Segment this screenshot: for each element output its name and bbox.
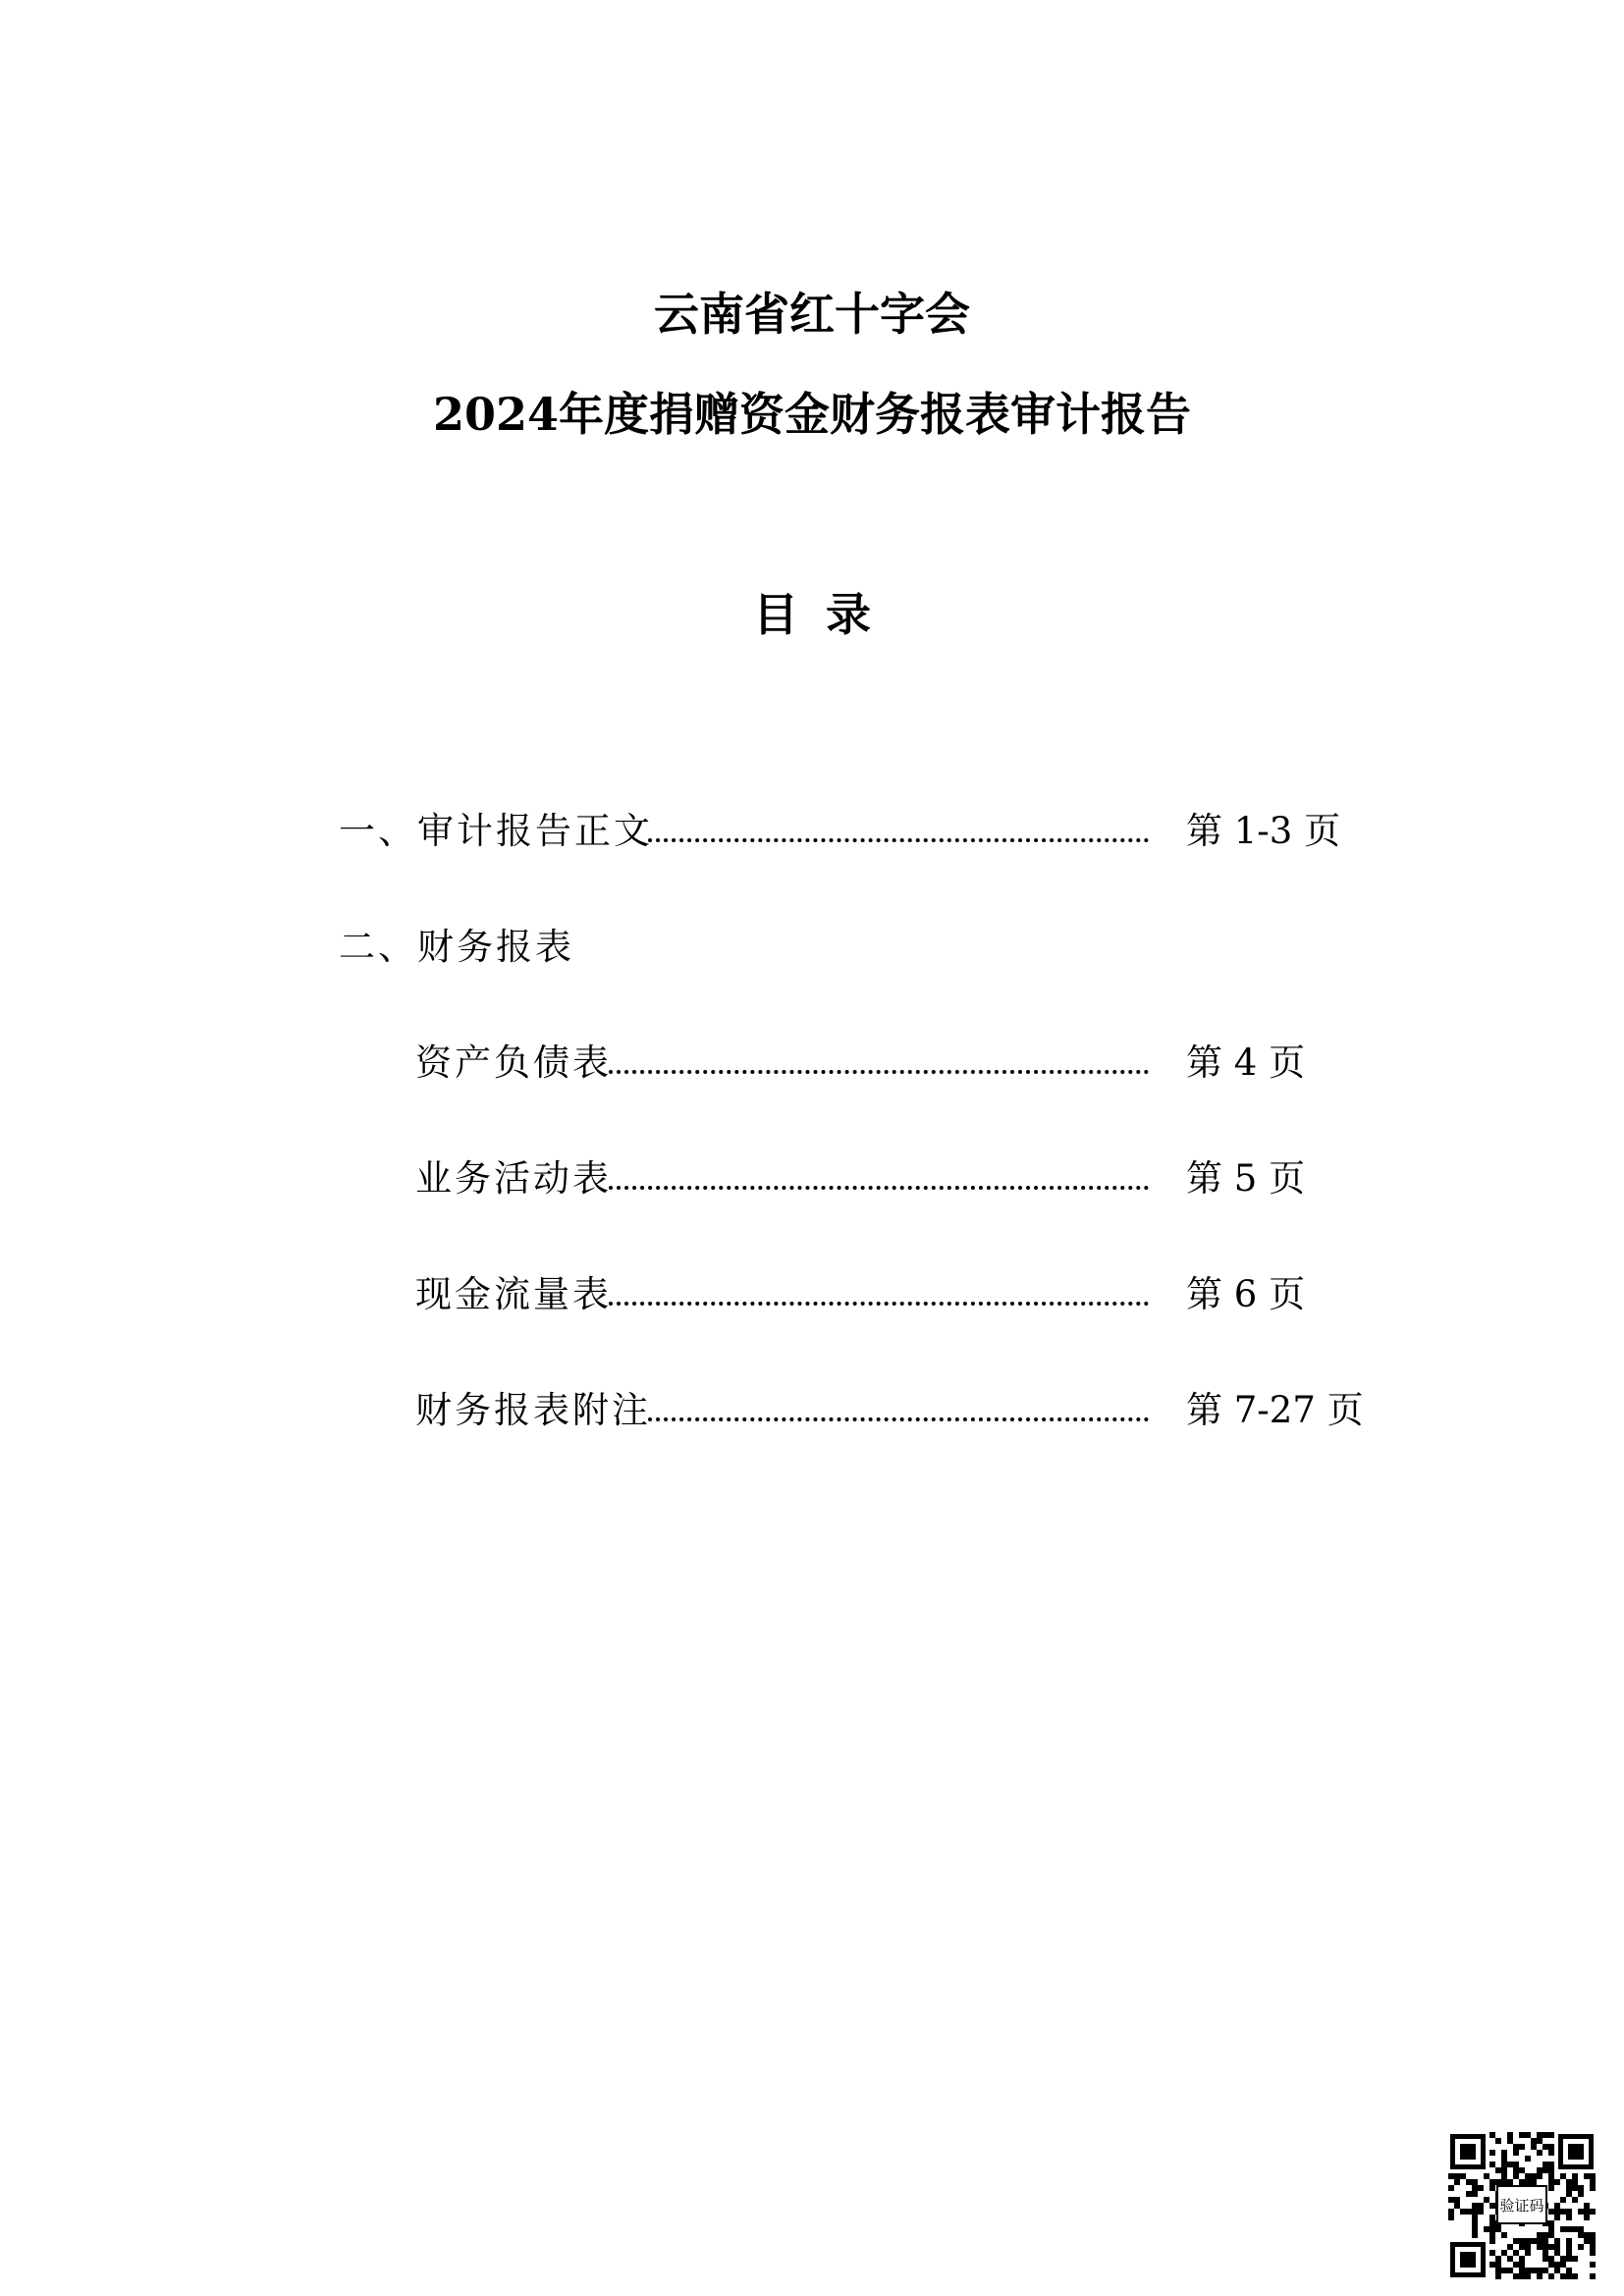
toc-item-label: 一、审计报告正文 xyxy=(339,810,653,852)
qr-module xyxy=(1548,2144,1554,2150)
qr-module xyxy=(1519,2144,1525,2150)
qr-module xyxy=(1525,2173,1531,2179)
qr-module xyxy=(1537,2244,1543,2250)
qr-module xyxy=(1484,2173,1489,2179)
qr-module xyxy=(1454,2197,1460,2203)
qr-module xyxy=(1590,2179,1596,2185)
qr-module xyxy=(1572,2273,1578,2279)
qr-module xyxy=(1489,2150,1495,2156)
qr-module xyxy=(1454,2179,1460,2185)
qr-module xyxy=(1566,2179,1572,2185)
document-title-report: 2024年度捐赠资金财务报表审计报告 xyxy=(432,388,1192,441)
qr-module xyxy=(1560,2256,1566,2262)
qr-module xyxy=(1513,2167,1519,2173)
qr-module xyxy=(1566,2250,1572,2256)
qr-module xyxy=(1548,2173,1554,2179)
qr-module xyxy=(1566,2215,1572,2220)
qr-module xyxy=(1537,2232,1543,2238)
qr-module xyxy=(1501,2162,1507,2167)
qr-module xyxy=(1519,2273,1525,2279)
qr-module xyxy=(1590,2232,1596,2238)
qr-module xyxy=(1507,2179,1513,2185)
qr-module xyxy=(1519,2132,1525,2138)
qr-module xyxy=(1572,2197,1578,2203)
qr-module xyxy=(1537,2173,1543,2179)
qr-module xyxy=(1548,2273,1554,2279)
qr-module xyxy=(1543,2132,1548,2138)
qr-module xyxy=(1489,2238,1495,2244)
qr-module xyxy=(1537,2273,1543,2279)
qr-module xyxy=(1566,2273,1572,2279)
qr-module xyxy=(1537,2268,1543,2273)
qr-module xyxy=(1590,2262,1596,2268)
qr-module xyxy=(1560,2173,1566,2179)
qr-module xyxy=(1525,2250,1531,2256)
qr-module xyxy=(1501,2167,1507,2173)
qr-module xyxy=(1548,2220,1554,2226)
qr-module xyxy=(1489,2185,1495,2191)
qr-module xyxy=(1501,2150,1507,2156)
toc-item-label: 资产负债表 xyxy=(415,1041,612,1084)
qr-code-graphic xyxy=(1448,2132,1596,2279)
qr-module xyxy=(1578,2191,1584,2197)
qr-module xyxy=(1584,2209,1590,2215)
qr-module xyxy=(1448,2215,1454,2220)
qr-module xyxy=(1548,2226,1554,2232)
qr-module xyxy=(1489,2203,1495,2209)
qr-module xyxy=(1548,2256,1554,2262)
qr-module xyxy=(1513,2150,1519,2156)
qr-module xyxy=(1578,2226,1584,2232)
qr-module xyxy=(1489,2220,1495,2226)
toc-heading xyxy=(0,585,1624,644)
qr-module xyxy=(1525,2179,1531,2185)
qr-module xyxy=(1489,2215,1495,2220)
qr-module xyxy=(1525,2268,1531,2273)
qr-module xyxy=(1513,2238,1519,2244)
qr-module xyxy=(1554,2179,1560,2185)
qr-module xyxy=(1513,2262,1519,2268)
qr-module xyxy=(1531,2173,1537,2179)
qr-module xyxy=(1448,2173,1454,2179)
qr-module xyxy=(1554,2215,1560,2220)
toc-dot-leader xyxy=(609,1256,1149,1306)
qr-module xyxy=(1537,2238,1543,2244)
qr-module xyxy=(1554,2262,1560,2268)
qr-module xyxy=(1543,2144,1548,2150)
toc-item-page: 第 7-27 页 xyxy=(1186,1389,1364,1431)
qr-module xyxy=(1566,2185,1572,2191)
toc-item-label: 二、财务报表 xyxy=(339,926,574,968)
qr-module xyxy=(1537,2132,1543,2138)
qr-module xyxy=(1495,2138,1501,2144)
qr-module xyxy=(1566,2256,1572,2262)
qr-module xyxy=(1543,2167,1548,2173)
qr-module xyxy=(1548,2209,1554,2215)
qr-module xyxy=(1484,2197,1489,2203)
qr-module xyxy=(1448,2185,1454,2191)
qr-module xyxy=(1548,2262,1554,2268)
qr-module xyxy=(1501,2232,1507,2238)
qr-module xyxy=(1519,2262,1525,2268)
qr-module xyxy=(1531,2144,1537,2150)
qr-module xyxy=(1495,2262,1501,2268)
qr-module xyxy=(1466,2191,1472,2197)
qr-module xyxy=(1495,2226,1501,2232)
qr-module xyxy=(1560,2262,1566,2268)
qr-module xyxy=(1489,2179,1495,2185)
qr-module xyxy=(1543,2232,1548,2238)
qr-module xyxy=(1554,2238,1560,2244)
toc-item-label: 业务活动表 xyxy=(415,1157,612,1200)
qr-module xyxy=(1584,2203,1590,2209)
toc-item-page: 第 5 页 xyxy=(1186,1157,1306,1200)
toc-item-page: 第 4 页 xyxy=(1186,1041,1306,1084)
qr-module xyxy=(1472,2209,1478,2215)
qr-module xyxy=(1572,2173,1578,2179)
qr-module xyxy=(1466,2209,1472,2215)
qr-module xyxy=(1590,2238,1596,2244)
qr-module xyxy=(1590,2244,1596,2250)
qr-module xyxy=(1478,2185,1484,2191)
qr-module xyxy=(1537,2138,1543,2144)
qr-module xyxy=(1454,2203,1460,2209)
qr-code-icon xyxy=(1448,2132,1596,2279)
qr-module xyxy=(1525,2238,1531,2244)
qr-module xyxy=(1554,2209,1560,2215)
qr-module xyxy=(1566,2191,1572,2197)
qr-module xyxy=(1501,2250,1507,2256)
qr-module xyxy=(1501,2268,1507,2273)
qr-module xyxy=(1578,2185,1584,2191)
qr-module xyxy=(1543,2268,1548,2273)
qr-module xyxy=(1489,2226,1495,2232)
toc-dot-leader xyxy=(648,1372,1149,1421)
qr-module xyxy=(1584,2232,1590,2238)
qr-module xyxy=(1543,2238,1548,2244)
qr-module xyxy=(1531,2179,1537,2185)
toc-item-page: 第 1-3 页 xyxy=(1186,810,1341,852)
qr-module xyxy=(1507,2244,1513,2250)
qr-module xyxy=(1489,2162,1495,2167)
qr-module xyxy=(1572,2185,1578,2191)
qr-module xyxy=(1531,2268,1537,2273)
qr-module xyxy=(1578,2209,1584,2215)
qr-module xyxy=(1554,2203,1560,2209)
qr-module xyxy=(1543,2256,1548,2262)
toc-dot-leader xyxy=(609,1141,1149,1190)
qr-module xyxy=(1448,2197,1454,2203)
qr-module xyxy=(1525,2156,1531,2162)
qr-module xyxy=(1460,2209,1466,2215)
qr-module xyxy=(1554,2250,1560,2256)
qr-module xyxy=(1548,2179,1554,2185)
qr-module xyxy=(1489,2232,1495,2238)
qr-module xyxy=(1478,2209,1484,2215)
qr-module xyxy=(1548,2185,1554,2191)
qr-module xyxy=(1495,2268,1501,2273)
qr-module xyxy=(1519,2256,1525,2262)
qr-module xyxy=(1472,2203,1478,2209)
qr-module xyxy=(1495,2179,1501,2185)
qr-module xyxy=(1548,2150,1554,2156)
document-title-organization: 云南省红十字会 xyxy=(654,288,970,341)
toc-heading-char-1: 目 xyxy=(753,588,798,641)
qr-module xyxy=(1495,2256,1501,2262)
qr-module xyxy=(1484,2226,1489,2232)
qr-module xyxy=(1513,2273,1519,2279)
qr-module xyxy=(1584,2215,1590,2220)
qr-module xyxy=(1560,2226,1566,2232)
qr-module xyxy=(1543,2162,1548,2167)
qr-module xyxy=(1548,2244,1554,2250)
qr-module xyxy=(1525,2273,1531,2279)
qr-module xyxy=(1548,2132,1554,2138)
qr-module xyxy=(1507,2138,1513,2144)
toc-item-label: 现金流量表 xyxy=(415,1273,612,1315)
qr-module xyxy=(1501,2179,1507,2185)
toc-item-label: 财务报表附注 xyxy=(415,1389,651,1431)
qr-module xyxy=(1537,2150,1543,2156)
toc-item-page: 第 6 页 xyxy=(1186,1273,1306,1315)
qr-module xyxy=(1519,2167,1525,2173)
qr-module xyxy=(1578,2232,1584,2238)
qr-module xyxy=(1548,2162,1554,2167)
qr-module xyxy=(1472,2179,1478,2185)
qr-code-label: 验证码 xyxy=(1499,2197,1544,2215)
qr-module xyxy=(1548,2167,1554,2173)
qr-module xyxy=(1525,2244,1531,2250)
qr-module xyxy=(1543,2250,1548,2256)
qr-module xyxy=(1590,2250,1596,2256)
qr-module xyxy=(1472,2226,1478,2232)
qr-module xyxy=(1560,2209,1566,2215)
qr-module xyxy=(1507,2132,1513,2138)
qr-module xyxy=(1566,2238,1572,2244)
qr-module xyxy=(1507,2256,1513,2262)
qr-module xyxy=(1472,2215,1478,2220)
qr-module xyxy=(1448,2209,1454,2215)
qr-module xyxy=(1560,2197,1566,2203)
qr-module xyxy=(1543,2244,1548,2250)
qr-module xyxy=(1590,2273,1596,2279)
qr-module xyxy=(1495,2273,1501,2279)
qr-module xyxy=(1507,2268,1513,2273)
qr-module xyxy=(1472,2232,1478,2238)
qr-module xyxy=(1513,2144,1519,2150)
qr-module xyxy=(1566,2268,1572,2273)
toc-dot-leader xyxy=(648,793,1149,842)
qr-module xyxy=(1513,2162,1519,2167)
qr-module xyxy=(1472,2220,1478,2226)
qr-module xyxy=(1478,2203,1484,2209)
qr-module xyxy=(1495,2167,1501,2173)
qr-module xyxy=(1590,2209,1596,2215)
qr-module xyxy=(1513,2250,1519,2256)
qr-module xyxy=(1519,2179,1525,2185)
qr-module xyxy=(1554,2244,1560,2250)
qr-module xyxy=(1590,2185,1596,2191)
qr-module xyxy=(1501,2156,1507,2162)
qr-module xyxy=(1554,2268,1560,2273)
qr-module xyxy=(1472,2191,1478,2197)
qr-module xyxy=(1501,2173,1507,2179)
qr-module xyxy=(1472,2185,1478,2191)
qr-module xyxy=(1466,2179,1472,2185)
qr-module xyxy=(1519,2268,1525,2273)
qr-module xyxy=(1460,2173,1466,2179)
qr-module xyxy=(1519,2238,1525,2244)
qr-module xyxy=(1566,2244,1572,2250)
qr-module xyxy=(1566,2226,1572,2232)
qr-module xyxy=(1489,2250,1495,2256)
qr-module xyxy=(1584,2238,1590,2244)
qr-module xyxy=(1572,2179,1578,2185)
qr-module xyxy=(1590,2173,1596,2179)
qr-module xyxy=(1513,2173,1519,2179)
qr-module xyxy=(1537,2167,1543,2173)
qr-module xyxy=(1454,2173,1460,2179)
qr-module xyxy=(1489,2132,1495,2138)
qr-module xyxy=(1572,2256,1578,2262)
qr-module xyxy=(1525,2132,1531,2138)
qr-module xyxy=(1548,2232,1554,2238)
qr-module xyxy=(1507,2162,1513,2167)
qr-module xyxy=(1519,2244,1525,2250)
qr-module xyxy=(1584,2173,1590,2179)
qr-module xyxy=(1566,2209,1572,2215)
qr-module xyxy=(1531,2238,1537,2244)
qr-module xyxy=(1572,2226,1578,2232)
qr-module xyxy=(1578,2244,1584,2250)
toc-heading-char-2: 录 xyxy=(826,588,871,641)
toc-dot-leader xyxy=(609,1025,1149,1074)
qr-module xyxy=(1531,2138,1537,2144)
qr-module xyxy=(1489,2262,1495,2268)
qr-module xyxy=(1560,2273,1566,2279)
